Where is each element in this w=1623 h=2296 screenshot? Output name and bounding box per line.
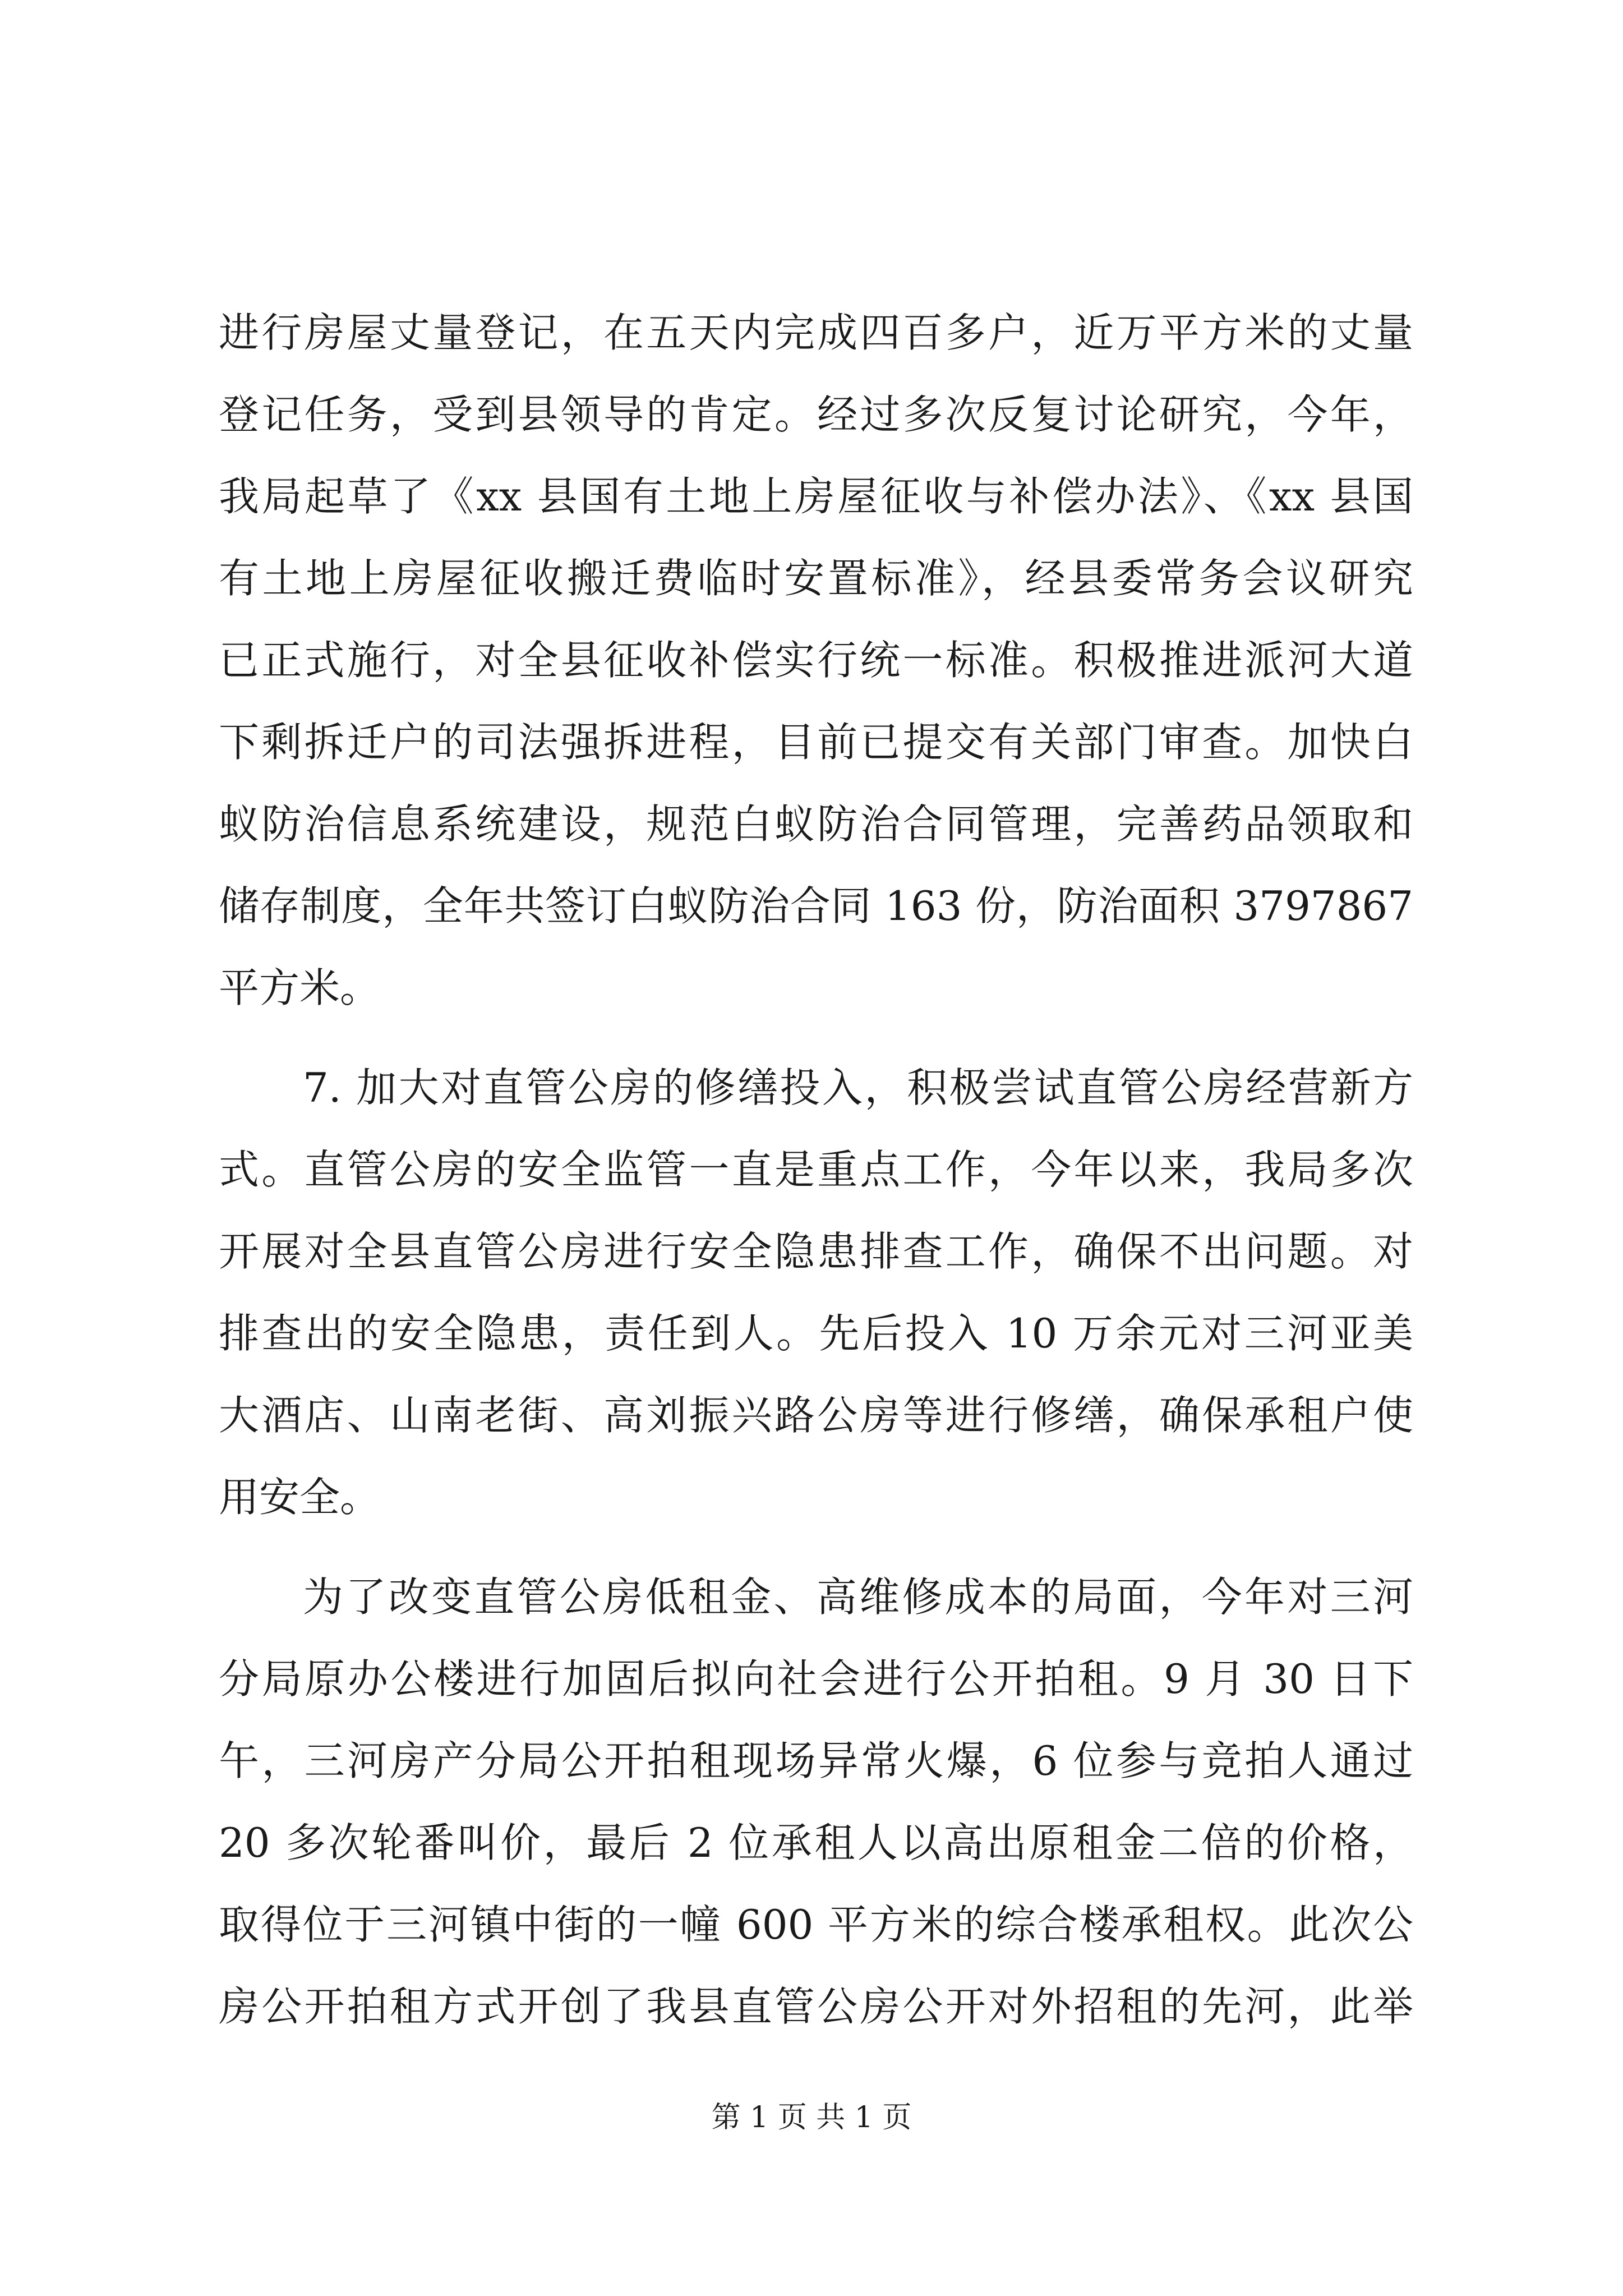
text-line: 式。直管公房的安全监管一直是重点工作，今年以来，我局多次 <box>219 1146 1413 1193</box>
text-line: 进行房屋丈量登记，在五天内完成四百多户，近万平方米的丈量 <box>219 309 1413 356</box>
paragraph-1 <box>219 292 1413 1029</box>
text-line: 取得位于三河镇中街的一幢 600 平方米的综合楼承租权。此次公 <box>219 1901 1413 1948</box>
text-line: 开展对全县直管公房进行安全隐患排查工作，确保不出问题。对 <box>219 1228 1413 1275</box>
document-body <box>219 292 1413 2047</box>
paragraph-gap <box>219 1538 1413 1556</box>
page-footer: 第 1 页 共 1 页 <box>711 2101 912 2134</box>
text-line: 20 多次轮番叫价，最后 2 位承租人以高出原租金二倍的价格， <box>219 1819 1413 1866</box>
paragraph-2 <box>219 1047 1413 1538</box>
paragraph-3 <box>219 1556 1413 2047</box>
text-line: 平方米。 <box>219 964 381 1011</box>
text-line: 下剩拆迁户的司法强拆进程，目前已提交有关部门审查。加快白 <box>219 719 1413 766</box>
paragraph-gap <box>219 1029 1413 1047</box>
text-line: 有土地上房屋征收搬迁费临时安置标准》，经县委常务会议研究 <box>219 555 1413 602</box>
text-line: 储存制度，全年共签订白蚁防治合同 163 份，防治面积 3797867 <box>219 882 1413 930</box>
text-line: 大酒店、山南老街、高刘振兴路公房等进行修缮，确保承租户使 <box>219 1392 1413 1439</box>
text-line: 7. 加大对直管公房的修缮投入，积极尝试直管公房经营新方 <box>303 1064 1413 1111</box>
text-line: 蚁防治信息系统建设，规范白蚁防治合同管理，完善药品领取和 <box>219 800 1413 848</box>
text-line: 用安全。 <box>219 1474 381 1521</box>
text-line: 分局原办公楼进行加固后拟向社会进行公开拍租。9 月 30 日下 <box>219 1655 1413 1703</box>
text-line: 为了改变直管公房低租金、高维修成本的局面，今年对三河 <box>303 1573 1413 1621</box>
text-line: 午，三河房产分局公开拍租现场异常火爆，6 位参与竞拍人通过 <box>219 1737 1413 1784</box>
text-line: 排查出的安全隐患，责任到人。先后投入 10 万余元对三河亚美 <box>219 1310 1413 1357</box>
text-line: 登记任务，受到县领导的肯定。经过多次反复讨论研究，今年， <box>219 391 1413 438</box>
text-line: 已正式施行，对全县征收补偿实行统一标准。积极推进派河大道 <box>219 637 1413 684</box>
text-line: 房公开拍租方式开创了我县直管公房公开对外招租的先河，此举 <box>219 1983 1413 2030</box>
text-line: 我局起草了《xx 县国有土地上房屋征收与补偿办法》、《xx 县国 <box>219 473 1413 520</box>
